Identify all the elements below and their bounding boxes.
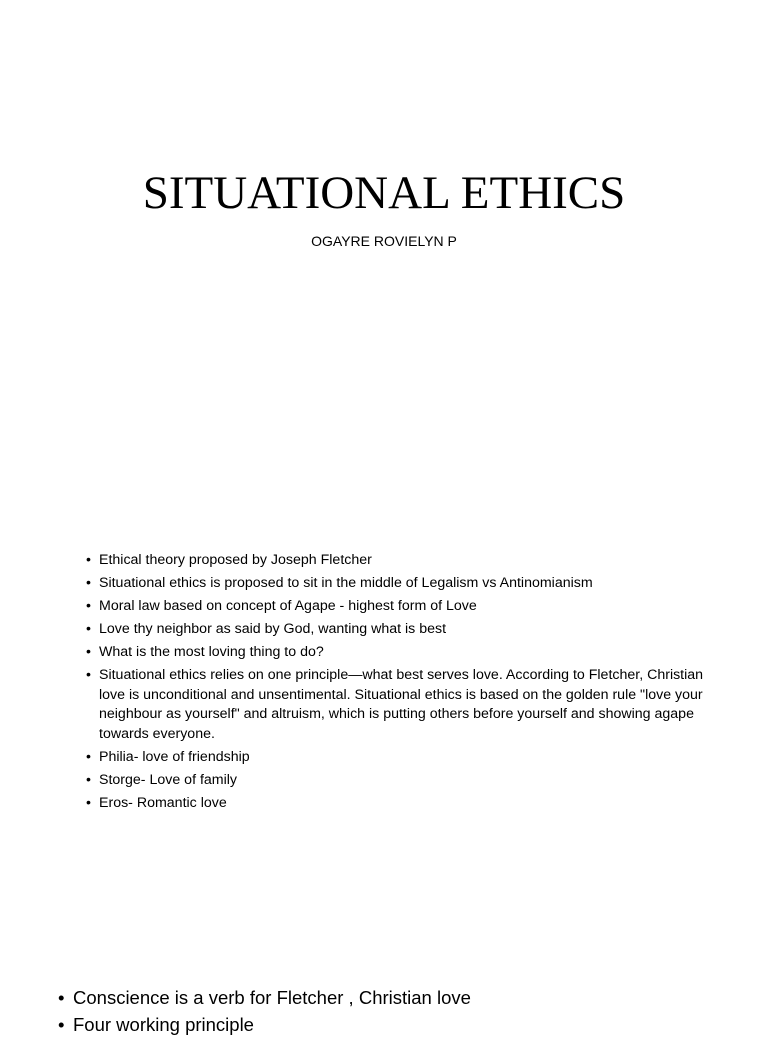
list-item-text: Storge- Love of family	[99, 772, 237, 789]
list-item	[86, 574, 706, 594]
list-item	[86, 794, 706, 814]
bullet-icon: •	[86, 621, 91, 638]
list-item	[86, 551, 706, 571]
slide-title: SITUATIONAL ETHICS	[142, 167, 626, 219]
bullet-icon: •	[86, 772, 91, 789]
bullet-icon: •	[86, 644, 91, 661]
bullet-icon: •	[86, 575, 91, 592]
list-item	[58, 1011, 738, 1038]
list-item	[86, 771, 706, 791]
bullet-icon: •	[86, 795, 91, 812]
bullet-icon: •	[58, 1014, 65, 1035]
list-item-text: Eros- Romantic love	[99, 795, 227, 812]
list-item-text: Situational ethics is proposed to sit in the middle of Legalism vs Antinomianism	[99, 575, 593, 592]
list-item-text: Philia- love of friendship	[99, 749, 250, 766]
list-item-text: Conscience is a verb for Fletcher , Christian love	[73, 987, 471, 1008]
list-item-text: Four working principle	[73, 1014, 254, 1035]
list-item-text: Moral law based on concept of Agape - highest form of Love	[99, 598, 477, 615]
bullet-icon: •	[86, 552, 91, 568]
bullet-icon: •	[86, 667, 91, 684]
list-item	[86, 748, 706, 768]
list-item-text: Love thy neighbor as said by God, wanting what is best	[99, 621, 447, 638]
bullet-list-continued	[58, 984, 738, 1038]
list-item	[86, 643, 706, 663]
bullet-icon: •	[86, 749, 91, 766]
bullet-icon: •	[58, 987, 65, 1008]
bullet-icon: •	[86, 598, 91, 615]
list-item	[58, 984, 738, 1011]
list-item-text: Ethical theory proposed by Joseph Fletcher	[99, 552, 372, 568]
list-item	[86, 666, 706, 744]
list-item	[86, 597, 706, 617]
list-item	[86, 620, 706, 640]
list-item-text: What is the most loving thing to do?	[99, 644, 324, 661]
list-item-text: Situational ethics relies on one principle—what best serves love. According to Fletcher, Christian love is unconditional and unsentimental. Situational ethics is based on the golden rule "love your neighbour as yourself" and altruism, which is putting others before yourself and showing agape towards everyone.	[99, 667, 704, 742]
slide-author: OGAYRE ROVIELYN P	[311, 233, 457, 249]
bullet-list	[86, 551, 706, 817]
